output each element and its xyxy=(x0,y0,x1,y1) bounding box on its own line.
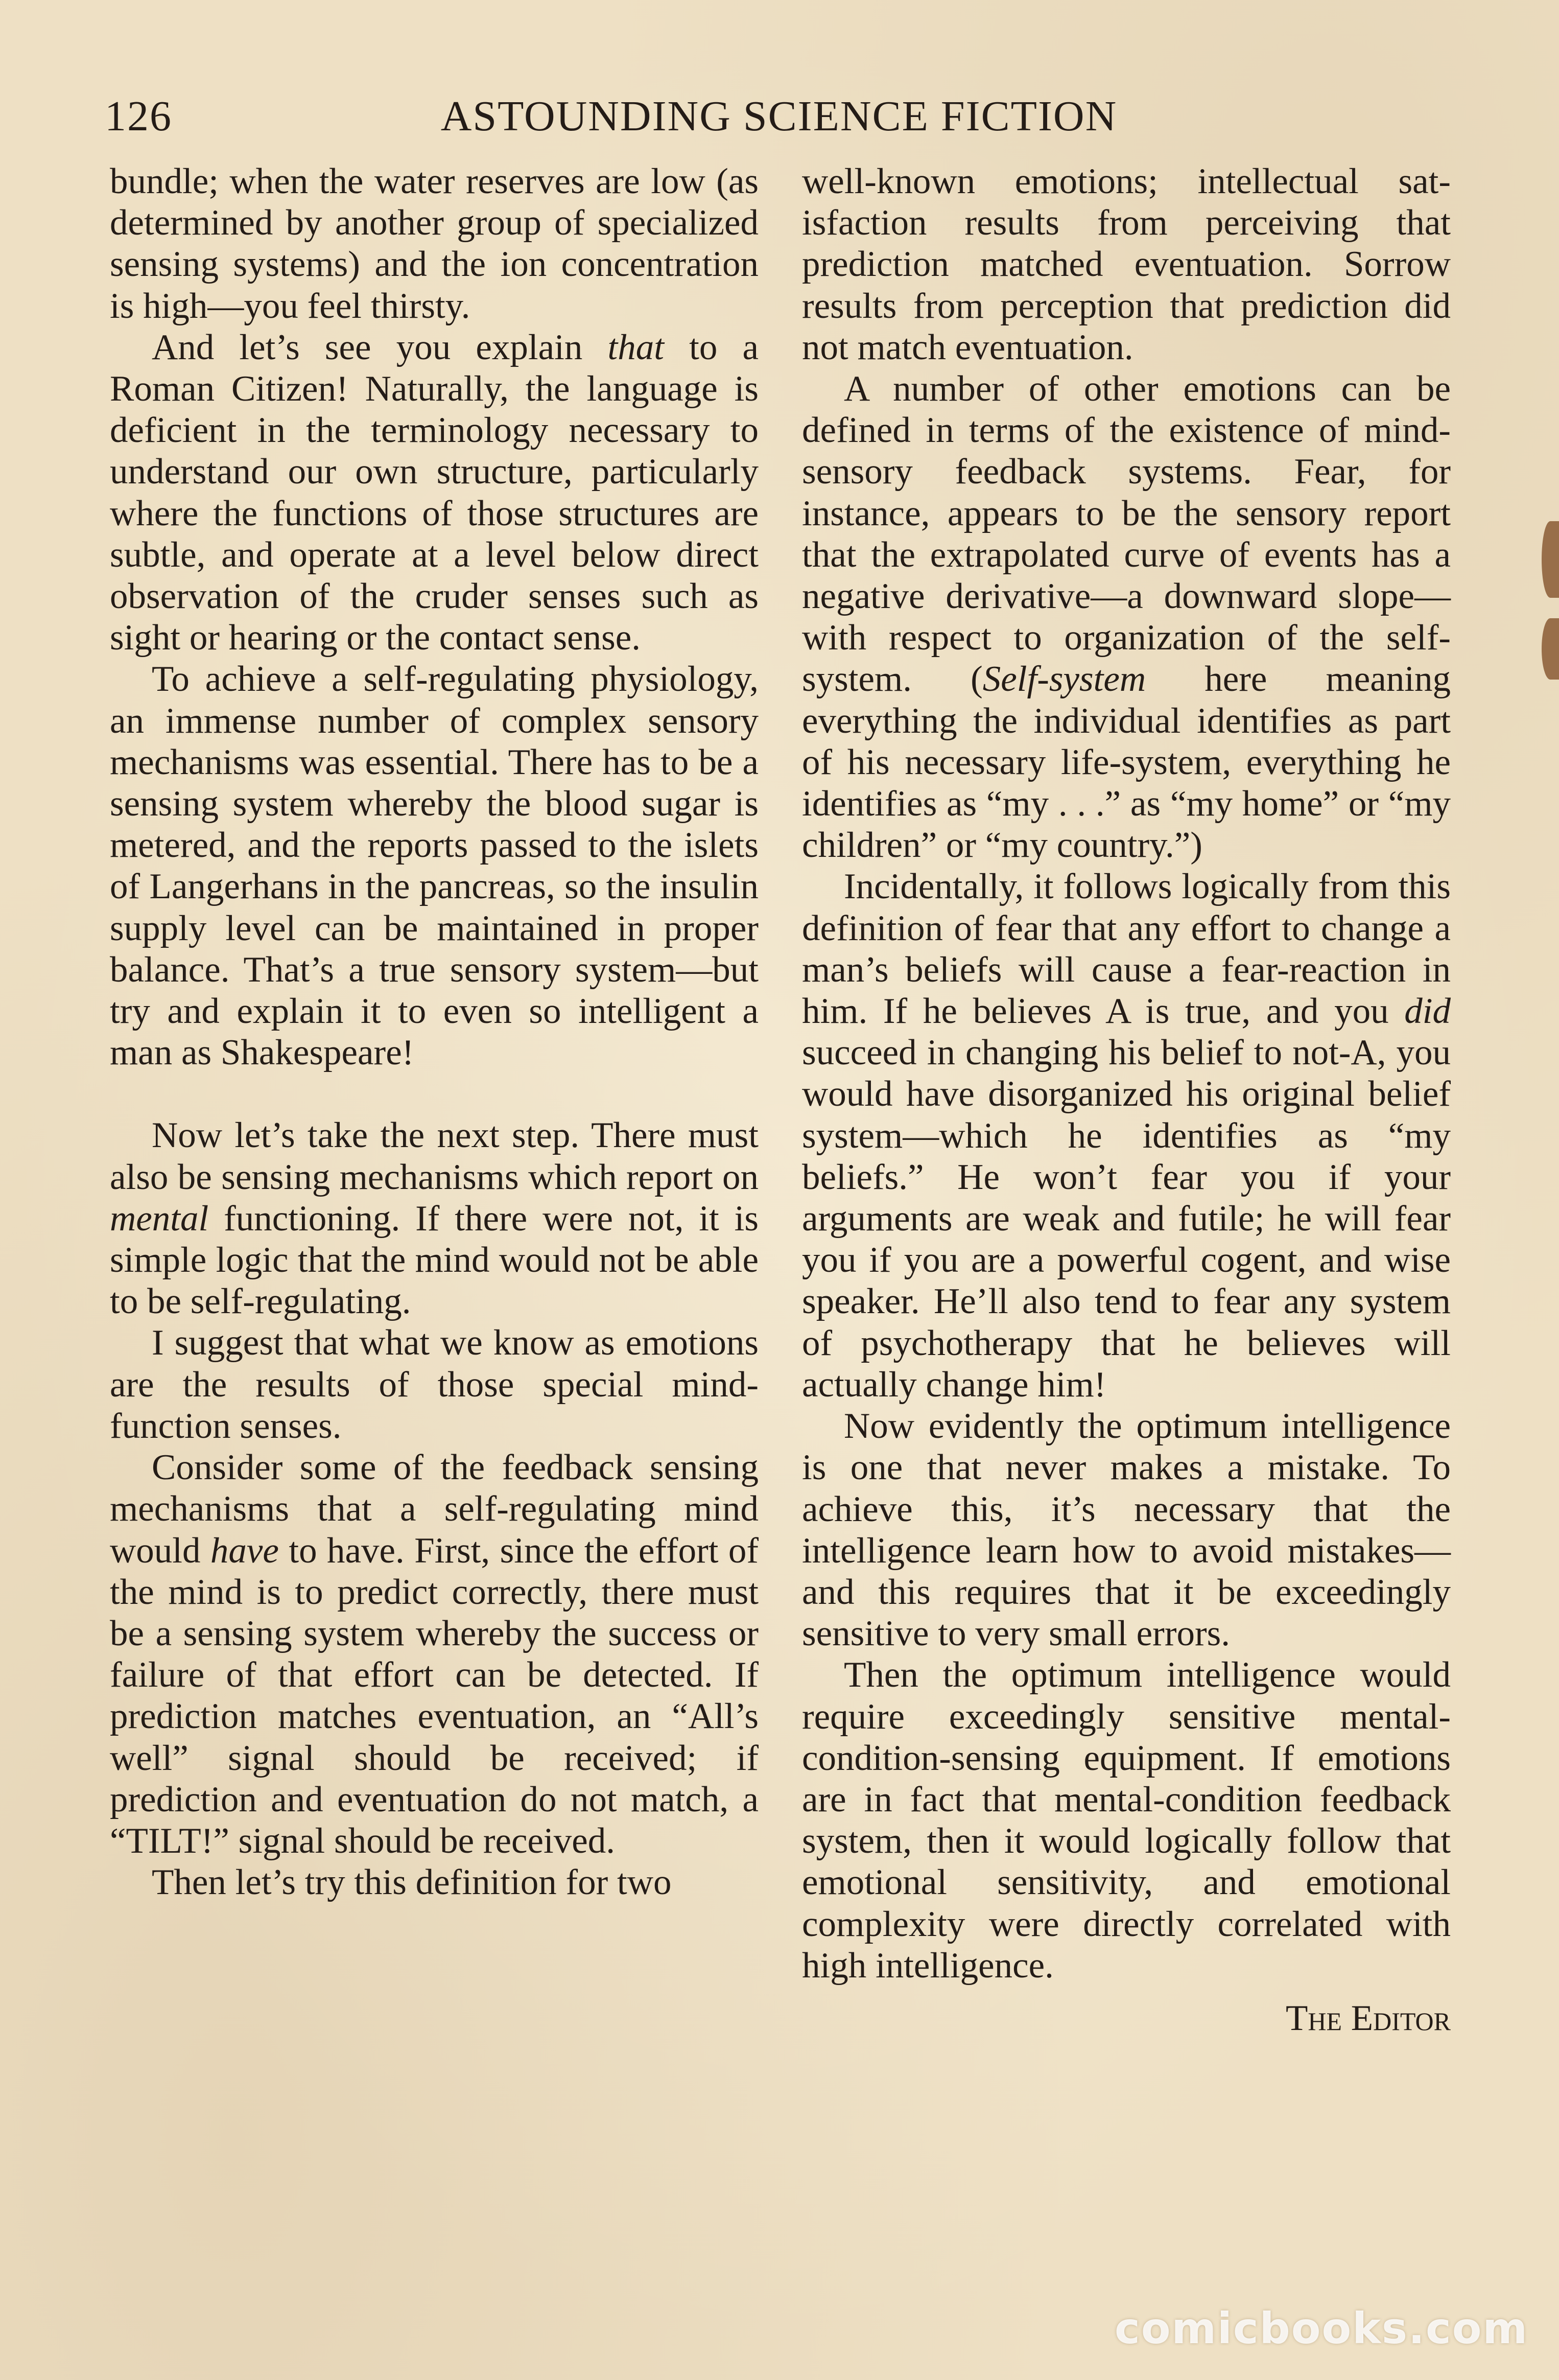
paragraph: To achieve a self-regulating physiology, an immense number of complex sensory mechanisms was essential. There has to be a sensing system whereby the blood sugar is metered, and the reports passed to the islets of Langerhans in the pancreas, so the insulin supply level can be maintained in proper balance. That’s a true sensory system—but try and explain it to even so intelligent a man as Shakespeare! xyxy=(110,659,759,1073)
editor-signature: The Editor xyxy=(1286,1998,1451,2038)
page-header xyxy=(105,86,1453,147)
paragraph: Now evidently the optimum intelligence is one that never makes a mistake. To achieve this, it’s necessary that the intelligence learn how to avoid mistakes—and this requires that it be exceedingly sensitive to very small errors. xyxy=(802,1406,1451,1654)
paragraph: Consider some of the feedback sensing mechanisms that a self-regulating mind would have to have. First, since the effort of the mind is to predict correctly, there must be a sensing system whereby the success or failure of that effort can be detected. If prediction matches eventuation, an “All’s well” signal should be received; if prediction and eventuation do not match, a “TILT!” signal should be received. xyxy=(110,1448,759,1861)
page-number: 126 xyxy=(105,92,172,140)
page-edge-stain xyxy=(1542,618,1559,680)
paragraph: well-known emotions; intellectual satisfaction results from perceiving that prediction matched eventuation. Sorrow results from perception that prediction did not match eventuation. xyxy=(802,161,1451,367)
paragraph: Incidentally, it follows logically from this definition of fear that any effort to change a man’s beliefs will cause a fear-reaction in him. If he believes A is true, and you did succeed in changing his belief to not-A, you would have disorganized his original belief system—which he identifies as “my beliefs.” He won’t fear you if your arguments are weak and futile; he will fear you if you are a powerful cogent, and wise speaker. He’ll also tend to fear any system of psychotherapy that he believes will actually change him! xyxy=(802,867,1451,1405)
paragraph: A number of other emotions can be defined in terms of the existence of mind-sensory feedback systems. Fear, for instance, appears to be the sensory report that the extrapolated curve of events has a negative derivative—a downward slope—with respect to organization of the self-system. (Self-system here meaning everything the individual identifies as part of his necessary life-system, everything he identifies as “my . . .” as “my home” or “my children” or “my country.”) xyxy=(802,369,1451,866)
paragraph: And let’s see you explain that to a Roman Citizen! Naturally, the language is deficient in the terminology necessary to understand our own structure, particularly where the functions of those structures are subtle, and operate at a level below direct observation of the cruder senses such as sight or hearing or the contact sense. xyxy=(110,327,759,658)
paragraph: Then let’s try this definition for two xyxy=(152,1862,672,1903)
watermark-logo: comicbooks.com xyxy=(1115,2303,1528,2353)
paragraph: I suggest that what we know as emotions are the results of those special mind-function senses. xyxy=(110,1323,759,1446)
left-column xyxy=(110,161,759,1903)
paragraph: bundle; when the water reserves are low (as determined by another group of specialized sensing systems) and the ion concentration is high—you feel thirsty. xyxy=(110,161,759,326)
paragraph: Now let’s take the next step. There must also be sensing mechanisms which report on mental functioning. If there were not, it is simple logic that the mind would not be able to be self-regulating. xyxy=(110,1115,759,1322)
page-edge-stain xyxy=(1542,521,1559,598)
section-break xyxy=(110,1074,759,1115)
running-title: ASTOUNDING SCIENCE FICTION xyxy=(440,92,1118,140)
right-column xyxy=(802,161,1451,2039)
paragraph: Then the optimum intelligence would require exceedingly sensitive mental-condition-sensing equipment. If emotions are in fact that mental-condition feedback system, then it would logically follow that emotional sensitivity, and emotional complexity were directly correlated with high intelligence. xyxy=(802,1655,1451,1986)
